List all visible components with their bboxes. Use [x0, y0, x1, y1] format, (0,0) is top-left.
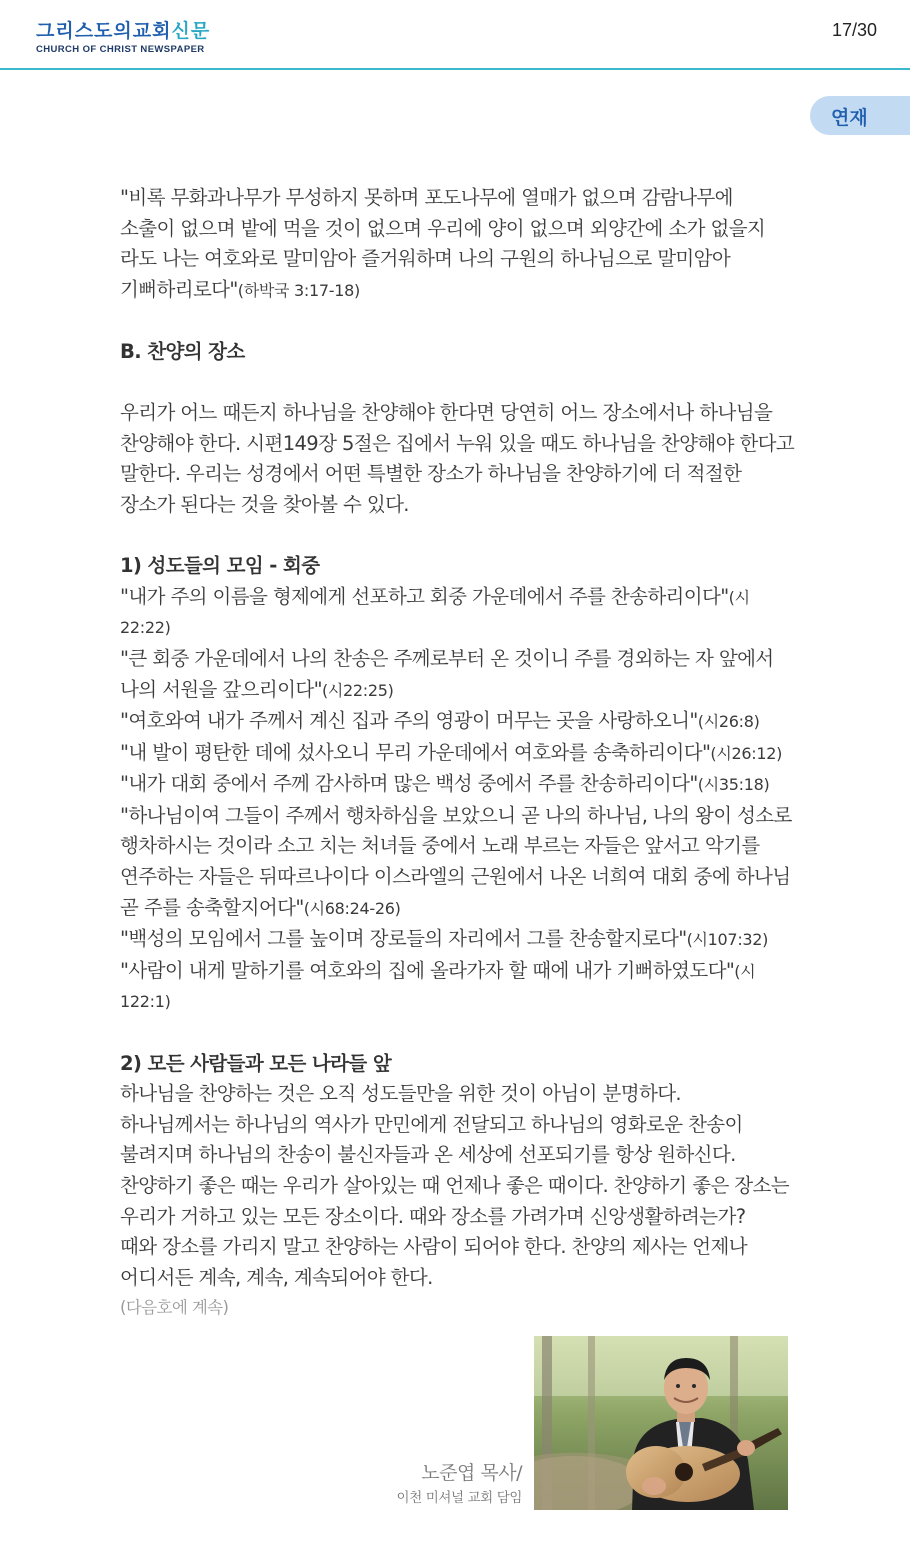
subsection-heading: 1) 성도들의 모임 - 회중 [120, 554, 320, 578]
text-line: "백성의 모임에서 그를 높이며 장로들의 자리에서 그를 찬송할지로다"(시107:32) [120, 927, 769, 951]
text-line: 찬양하기 좋은 때는 우리가 살아있는 때 언제나 좋은 때이다. 찬양하기 좋은 장소는 [120, 1174, 790, 1197]
text-line: "내가 대회 중에서 주께 감사하며 많은 백성 중에서 주를 찬송하리이다"(시35:18) [120, 772, 770, 796]
text-line: 행차하시는 것이라 소고 치는 처녀들 중에서 노래 부르는 자들은 앞서고 악기를 [120, 834, 760, 858]
text-line: "하나님이여 그들이 주께서 행차하심을 보았으니 곧 나의 하나님, 나의 왕이 성소로 [120, 803, 792, 827]
citation: (시26:12) [710, 743, 783, 763]
article-body [120, 183, 820, 1324]
subsection-heading: 2) 모든 사람들과 모든 나라들 앞 [120, 1051, 392, 1075]
page-header [0, 0, 910, 70]
text-line: 우리가 어느 때든지 하나님을 찬양해야 한다면 당연히 어느 장소에서나 하나님을 [120, 401, 773, 425]
text-line: 하나님께서는 하나님의 역사가 만민에게 전달되고 하나님의 영화로운 찬송이 [120, 1112, 743, 1136]
text-line: 때와 장소를 가리지 말고 찬양하는 사람이 되어야 한다. 찬양의 제사는 언제나 [120, 1235, 747, 1259]
to-be-continued: (다음호에 계속) [120, 1298, 229, 1318]
citation: (시107:32) [686, 930, 769, 950]
text-line: "큰 회중 가운데에서 나의 찬송은 주께로부터 온 것이니 주를 경외하는 자 앞에서 [120, 646, 774, 670]
text-line: 우리가 거하고 있는 모든 장소이다. 때와 장소를 가려가며 신앙생활하려는가? [120, 1204, 746, 1228]
text-line: "비록 무화과나무가 무성하지 못하며 포도나무에 열매가 없으며 감람나무에 [120, 186, 733, 209]
newspaper-logo[interactable] [36, 20, 210, 56]
text-line: "여호와여 내가 주께서 계신 집과 주의 영광이 머무는 곳을 사랑하오니"(시26:8) [120, 709, 760, 733]
author-role: 이천 미셔널 교회 담임 [396, 1490, 522, 1506]
author-byline [397, 1458, 522, 1508]
page-number: 17/30 [831, 20, 877, 40]
text-line: 말한다. 우리는 성경에서 어떤 특별한 장소가 하나님을 찬양하기에 더 적절한 [120, 462, 742, 486]
logo-title: 그리스도의교회신문 [36, 20, 211, 42]
citation: (하박국 3:17-18) [237, 280, 360, 300]
citation: (시68:24-26) [303, 898, 401, 918]
text-line: 소출이 없으며 밭에 먹을 것이 없으며 우리에 양이 없으며 외양간에 소가 없을지 [120, 216, 766, 240]
citation: (시 [734, 961, 756, 981]
text-line: 곧 주를 송축할지어다"(시68:24-26) [120, 895, 401, 919]
text-line: 연주하는 자들은 뒤따르나이다 이스라엘의 근원에서 나온 너희여 대회 중에 하나님 [120, 865, 791, 889]
citation: 122:1) [120, 992, 171, 1012]
text-line: 어디서든 계속, 계속, 계속되어야 한다. [120, 1265, 433, 1289]
series-tag: 연재 [810, 96, 910, 135]
text-line: 라도 나는 여호와로 말미암아 즐거워하며 나의 구원의 하나님으로 말미암아 [120, 247, 731, 271]
text-line: 장소가 된다는 것을 찾아볼 수 있다. [120, 492, 409, 516]
author-photo-image [534, 1336, 788, 1510]
citation: 22:22) [120, 618, 171, 638]
text-line: "내 발이 평탄한 데에 섰사오니 무리 가운데에서 여호와를 송축하리이다"(시26:12) [120, 740, 783, 764]
text-line: 찬양해야 한다. 시편149장 5절은 집에서 누워 있을 때도 하나님을 찬양해야 한다고 [120, 431, 795, 455]
text-line: 불려지며 하나님의 찬송이 불신자들과 온 세상에 선포되기를 항상 원하신다. [120, 1143, 736, 1167]
author-photo [534, 1336, 788, 1510]
section-heading: B. 찬양의 장소 [120, 339, 245, 363]
citation: (시26:8) [697, 712, 760, 732]
text-line: "내가 주의 이름을 형제에게 선포하고 회중 가운데에서 주를 찬송하리이다"(시 [120, 584, 750, 608]
citation: (시 [728, 587, 750, 607]
author-name: 노준엽 목사/ [421, 1462, 522, 1484]
citation: (시35:18) [697, 775, 770, 795]
text-line: 하나님을 찬양하는 것은 오직 성도들만을 위한 것이 아님이 분명하다. [120, 1082, 682, 1106]
logo-subtitle: CHURCH OF CHRIST NEWSPAPER [36, 44, 205, 55]
text-line: 기뻐하리로다"(하박국 3:17-18) [120, 277, 360, 301]
citation: (시22:25) [321, 680, 394, 700]
text-line: "사람이 내게 말하기를 여호와의 집에 올라가자 할 때에 내가 기뻐하였도다"(시 [120, 958, 756, 982]
text-line: 나의 서원을 갚으리이다"(시22:25) [120, 677, 394, 701]
